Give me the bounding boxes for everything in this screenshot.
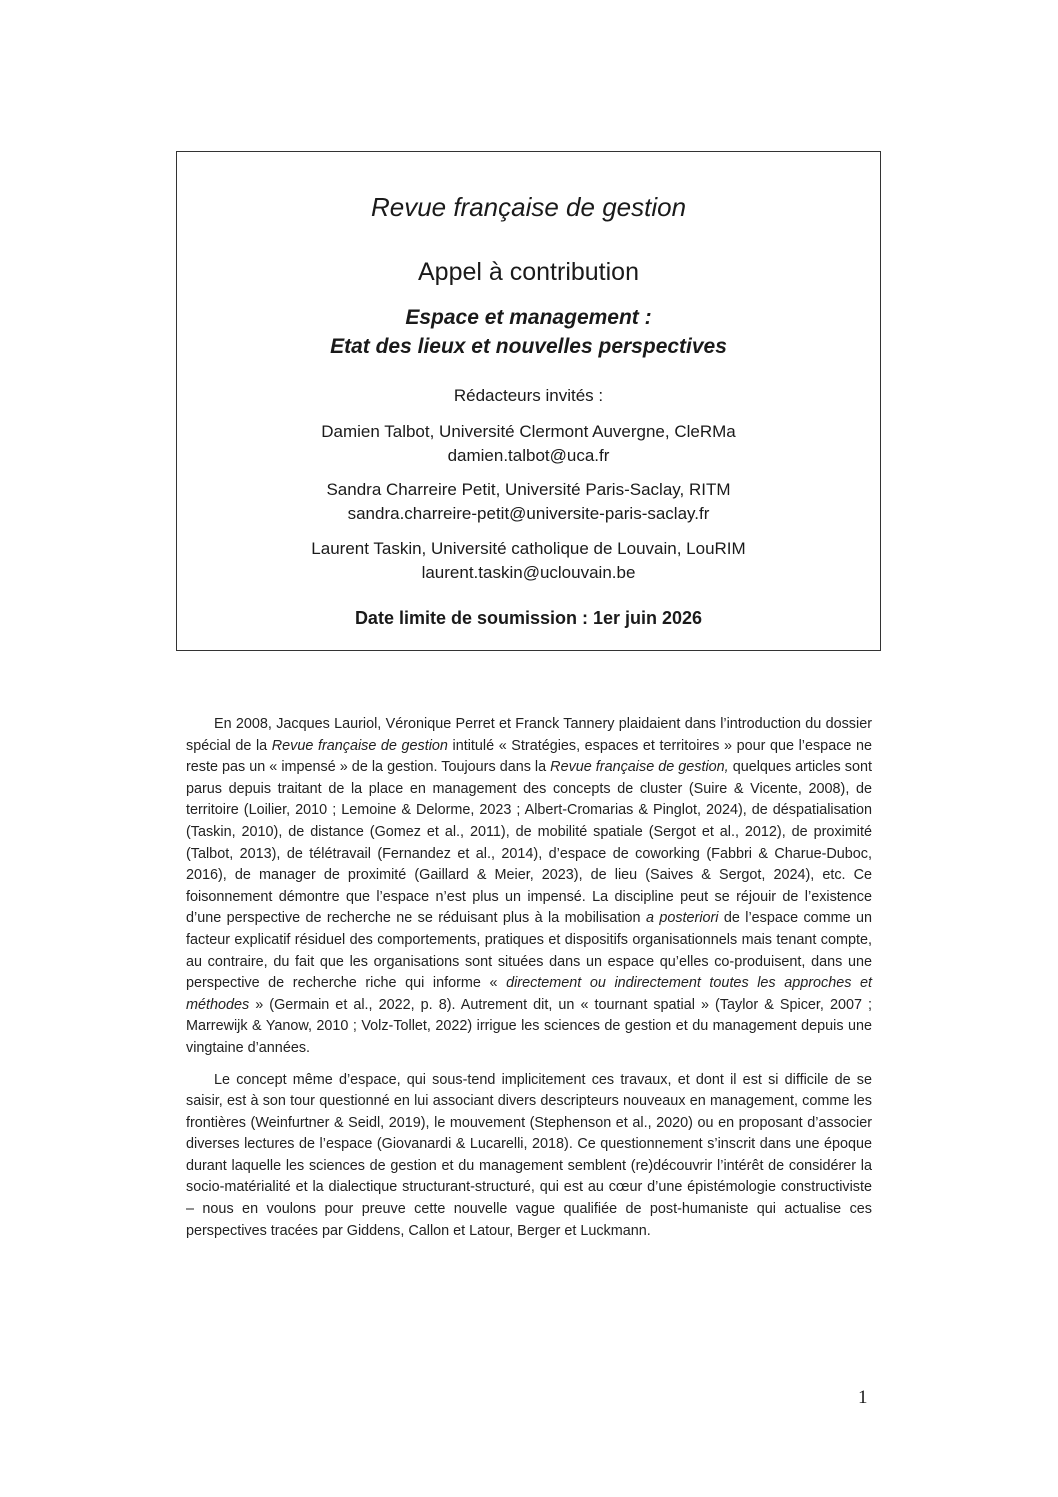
paragraph-1-text-a: En 2008, Jacques Lauriol, Véronique Perret et Franck Tannery plaidaient dans l’introduction du dossier spécial de la <box>186 716 872 754</box>
call-title: Appel à contribution <box>418 258 639 286</box>
editor-entry <box>177 537 880 585</box>
call-theme <box>177 303 880 361</box>
editor-name: Damien Talbot, Université Clermont Auvergne, CleRMa <box>321 422 736 441</box>
editor-entry <box>177 420 880 468</box>
submission-deadline: Date limite de soumission : 1er juin 2026 <box>354 608 703 628</box>
body-paragraph-1 <box>186 714 872 1060</box>
paragraph-1-italic-a-posteriori: a posteriori <box>645 910 719 927</box>
paragraph-1-text-i: » (Germain et al., 2022, p. 8). Autrement dit, un « tournant spatial » (Taylor & Spicer, 2007 ; Marrewijk & Yanow, 2010 ; Volz-Tollet, 2022) irrigue les sciences de gestion et du management depuis une vingtaine d’années. <box>186 996 872 1056</box>
call-header-box <box>176 151 881 651</box>
paragraph-1-italic-quote: directement ou indirectement toutes les approches et méthodes <box>186 975 872 1013</box>
editor-email: sandra.charreire-petit@universite-paris-saclay.fr <box>347 504 710 523</box>
page-number: 1 <box>858 1387 868 1408</box>
paragraph-1-text-g: de l’espace comme un facteur explicatif résiduel des comportements, pratiques et dispositifs organisationnels mais tenant compte, au contraire, du fait que les organisations sont situées dans un espace qu’elles co-produisent, dans une perspective de recherche riche qui informe « <box>186 910 873 992</box>
paragraph-1-italic-journal: Revue française de gestion <box>271 737 448 754</box>
paragraph-1-text-c: intitulé « Stratégies, espaces et territoires » pour que l’espace ne reste pas un « impensé » de la gestion. Toujours dans la <box>186 737 872 776</box>
theme-line-1: Espace et management : <box>405 306 652 329</box>
editor-email: damien.talbot@uca.fr <box>447 446 610 465</box>
editor-email: laurent.taskin@uclouvain.be <box>421 563 636 582</box>
paragraph-1-text-e: quelques articles sont parus depuis traitant de la place en management des concepts de cluster (Suire & Vicente, 2008), de territoire (Loilier, 2010 ; Lemoine & Delorme, 2023 ; Albert-Cromarias & Pinglot, 2024), de déspatialisation (Taskin, 2010), de distance (Gomez et al., 2011), de mobilité spatiale (Sergot et al., 2012), de proximité (Talbot, 2013), de télétravail (Fernandez et al., 2014), d’espace de coworking (Fabbri & Charue-Duboc, 2016), de manager de proximité (Gaillard & Meier, 2023), de lieu (Saives & Sergot, 2024), etc. Ce foisonnement démontre que l’espace n’est plus un impensé. La discipline peut se réjouir de l’existence d’une perspective de recherche ne se réduisant plus à la mobilisation <box>186 759 872 927</box>
editor-name: Laurent Taskin, Université catholique de Louvain, LouRIM <box>311 539 746 558</box>
editors-label: Rédacteurs invités : <box>453 386 604 405</box>
body-paragraph-2: Le concept même d’espace, qui sous-tend implicitement ces travaux, et dont il est si difficile de se saisir, est à son tour questionné en lui associant divers descripteurs nouveaux en management, comme les frontières (Weinfurtner & Seidl, 2019), le mouvement (Stephenson et al., 2020) ou en proposant d’associer diverses lectures de l’espace (Giovanardi & Lucarelli, 2018). Ce questionnement s’inscrit dans une époque durant laquelle les sciences de gestion et du management semblent (re)découvrir l’intérêt de considérer la socio-matérialité et la dialectique structurant-structuré, qui est au cœur d’une épistémologie constructiviste – nous en voulons pour preuve cette nouvelle vague qualifiée de post-humaniste qui actualise ces perspectives tracées par Giddens, Callon et Latour, Berger et Luckmann. <box>186 1071 872 1239</box>
paragraph-1-italic-journal-2: Revue française de gestion, <box>550 759 729 776</box>
editor-name: Sandra Charreire Petit, Université Paris-Saclay, RITM <box>326 480 731 499</box>
editor-entry <box>177 478 880 526</box>
body-text <box>186 714 872 1252</box>
journal-title: Revue française de gestion <box>370 192 687 222</box>
theme-line-2: Etat des lieux et nouvelles perspectives <box>330 335 727 358</box>
